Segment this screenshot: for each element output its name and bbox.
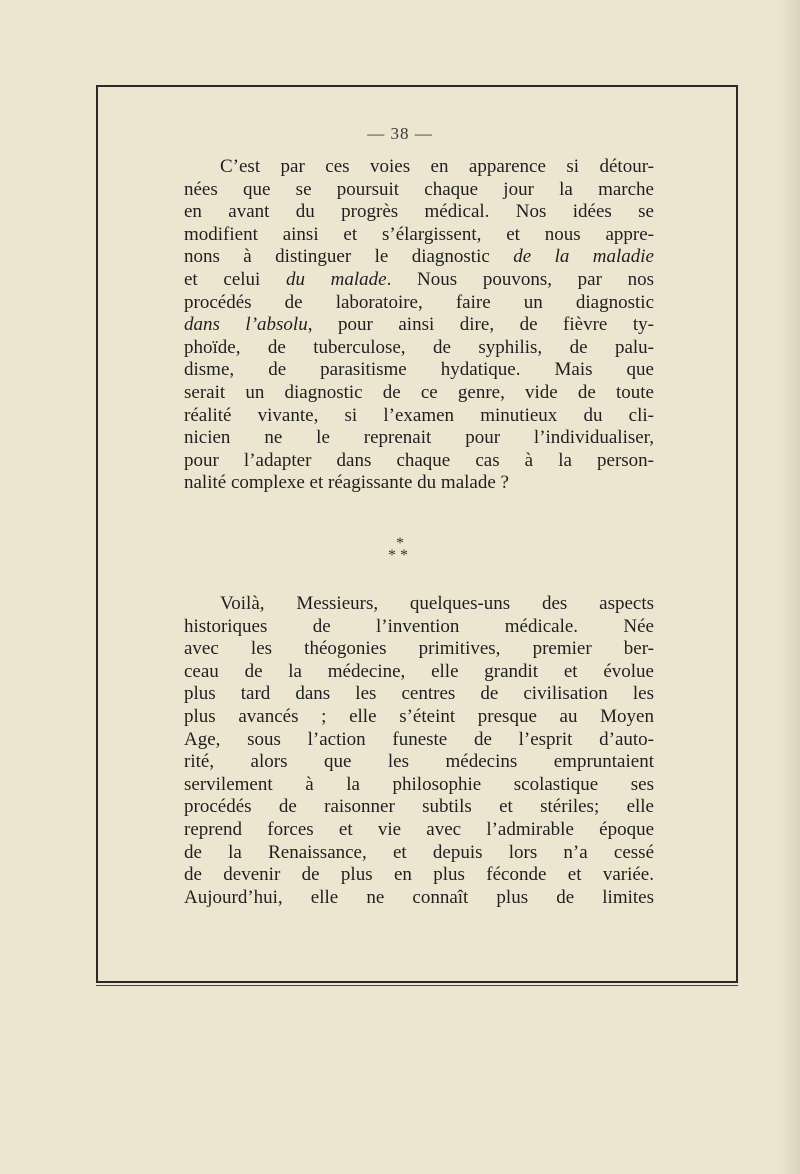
text-line: dans l’absolu, pour ainsi dire, de fièvre ty- (184, 314, 654, 336)
text-line: Aujourd’hui, elle ne connaît plus de limites (184, 886, 654, 908)
page-number: — 38 — (367, 124, 433, 143)
text-line: procédés de laboratoire, faire un diagnostic (184, 291, 654, 313)
asterism-separator (0, 535, 800, 564)
emphasis: du malade (286, 268, 387, 290)
paragraph-2 (184, 593, 654, 909)
text-line: réalité vivante, si l’examen minutieux du cli- (184, 404, 654, 426)
text-line: ceau de la médecine, elle grandit et évolue (184, 660, 654, 682)
text-line: C’est par ces voies en apparence si détour- (220, 156, 654, 177)
text-line: et celui du malade. Nous pouvons, par nos (184, 268, 655, 290)
text-line: nons à distinguer le diagnostic de la maladie (184, 246, 654, 268)
paragraph-1 (184, 156, 654, 495)
frame-bottom-rule (96, 985, 738, 986)
text-line: serait un diagnostic de ce genre, vide de toute (184, 381, 654, 403)
emphasis: de la maladie (513, 246, 654, 268)
text-line: servilement à la philosophie scolastique ses (184, 773, 654, 795)
text-line: nalité complexe et réagissante du malade ? (184, 472, 509, 494)
text-line: pour l’adapter dans chaque cas à la person- (184, 449, 654, 471)
page-edge-shadow (778, 0, 800, 1174)
text-line: Age, sous l’action funeste de l’esprit d’auto- (184, 728, 654, 750)
text-line: reprend forces et vie avec l’admirable époque (184, 818, 654, 840)
text-line: disme, de parasitisme hydatique. Mais que (184, 359, 654, 381)
text-line: Voilà, Messieurs, quelques-uns des aspects (220, 593, 654, 614)
text-line: historiques de l’invention médicale. Née (184, 615, 654, 637)
text-line: en avant du progrès médical. Nos idées se (184, 201, 654, 223)
text-line: de devenir de plus en plus féconde et variée. (184, 864, 654, 886)
text-line: plus tard dans les centres de civilisation les (184, 683, 654, 705)
text-line: phoïde, de tuberculose, de syphilis, de palu- (184, 336, 654, 358)
emphasis: dans l’absolu (184, 314, 308, 336)
asterism-bottom: ** (388, 547, 412, 564)
text-line: nicien ne le reprenait pour l’individualiser, (184, 427, 654, 449)
asterism-top: * (396, 535, 404, 552)
text-line: modifient ainsi et s’élargissent, et nous appre- (184, 223, 654, 245)
text-line: rité, alors que les médecins empruntaient (184, 751, 654, 773)
text-line: procédés de raisonner subtils et stériles; elle (184, 796, 654, 818)
text-line: nées que se poursuit chaque jour la marche (184, 178, 654, 200)
text-line: plus avancés ; elle s’éteint presque au Moyen (184, 705, 654, 727)
text-line: avec les théogonies primitives, premier ber- (184, 638, 654, 660)
text-line: de la Renaissance, et depuis lors n’a cessé (184, 841, 654, 863)
